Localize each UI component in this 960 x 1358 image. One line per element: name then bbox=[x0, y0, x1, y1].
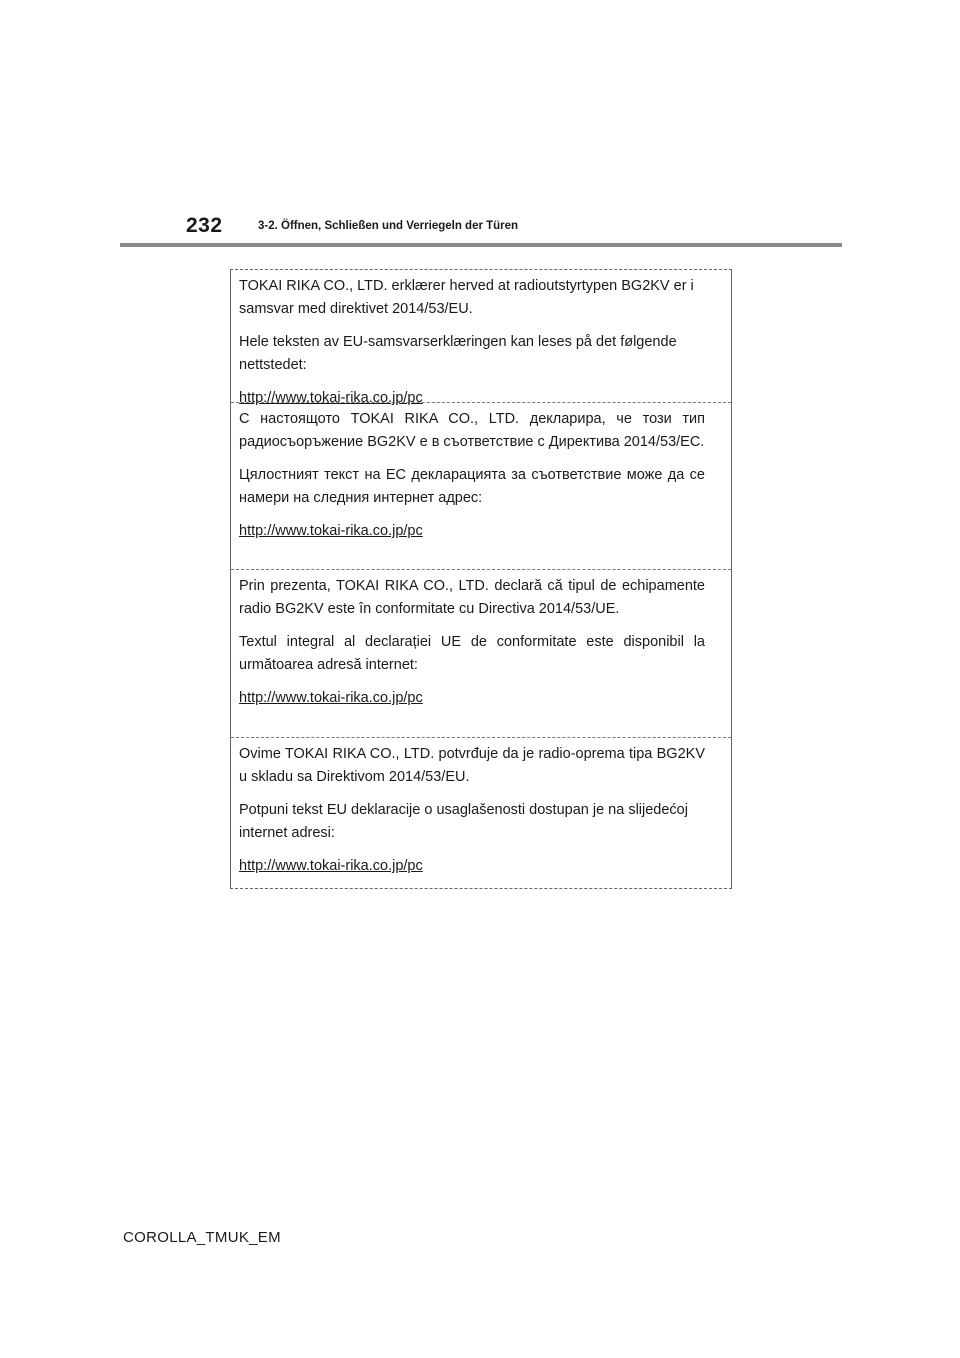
declaration-link[interactable]: http://www.tokai-rika.co.jp/pc bbox=[239, 858, 423, 874]
full-text-note: Potpuni tekst EU deklaracije o usaglašenosti dostupan je na slijedećoj internet adresi: bbox=[239, 802, 688, 841]
header-divider bbox=[120, 243, 842, 247]
declarations-box bbox=[230, 269, 732, 889]
document-code: COROLLA_TMUK_EM bbox=[123, 1229, 281, 1246]
declaration-block-bulgarian bbox=[231, 403, 731, 570]
declaration-text: TOKAI RIKA CO., LTD. erklærer herved at radioutstyrtypen BG2KV er i samsvar med direktivet 2014/53/EU. bbox=[239, 278, 694, 317]
declaration-link[interactable]: http://www.tokai-rika.co.jp/pc bbox=[239, 690, 423, 706]
declaration-text: Ovime TOKAI RIKA CO., LTD. potvrđuje da je radio-oprema tipa BG2KV u skladu sa Direktivom 2014/53/EU. bbox=[239, 746, 705, 785]
full-text-note: Textul integral al declarației UE de conformitate este disponibil la următoarea adresă internet: bbox=[239, 634, 705, 673]
full-text-note: Цялостният текст на ЕС декларацията за съответствие може да се намери на следния интернет адрес: bbox=[239, 467, 705, 506]
full-text-note: Hele teksten av EU-samsvarserklæringen kan leses på det følgende nettstedet: bbox=[239, 334, 677, 373]
page-header bbox=[0, 0, 960, 250]
declaration-text: С настоящото TOKAI RIKA CO., LTD. декларира, че този тип радиосъоръжение BG2KV е в съответствие с Директива 2014/53/ЕС. bbox=[239, 411, 705, 450]
declaration-block-romanian bbox=[231, 570, 731, 738]
declaration-block-norwegian bbox=[231, 270, 731, 406]
declaration-link[interactable]: http://www.tokai-rika.co.jp/pc bbox=[239, 523, 423, 539]
section-title: 3-2. Öffnen, Schließen und Verriegeln der Türen bbox=[258, 220, 519, 232]
page-number: 232 bbox=[186, 214, 223, 237]
declaration-text: Prin prezenta, TOKAI RIKA CO., LTD. declară că tipul de echipamente radio BG2KV este în conformitate cu Directiva 2014/53/UE. bbox=[239, 578, 705, 617]
declaration-block-croatian bbox=[231, 738, 731, 888]
declaration-link[interactable]: http://www.tokai-rika.co.jp/pc bbox=[239, 390, 423, 406]
